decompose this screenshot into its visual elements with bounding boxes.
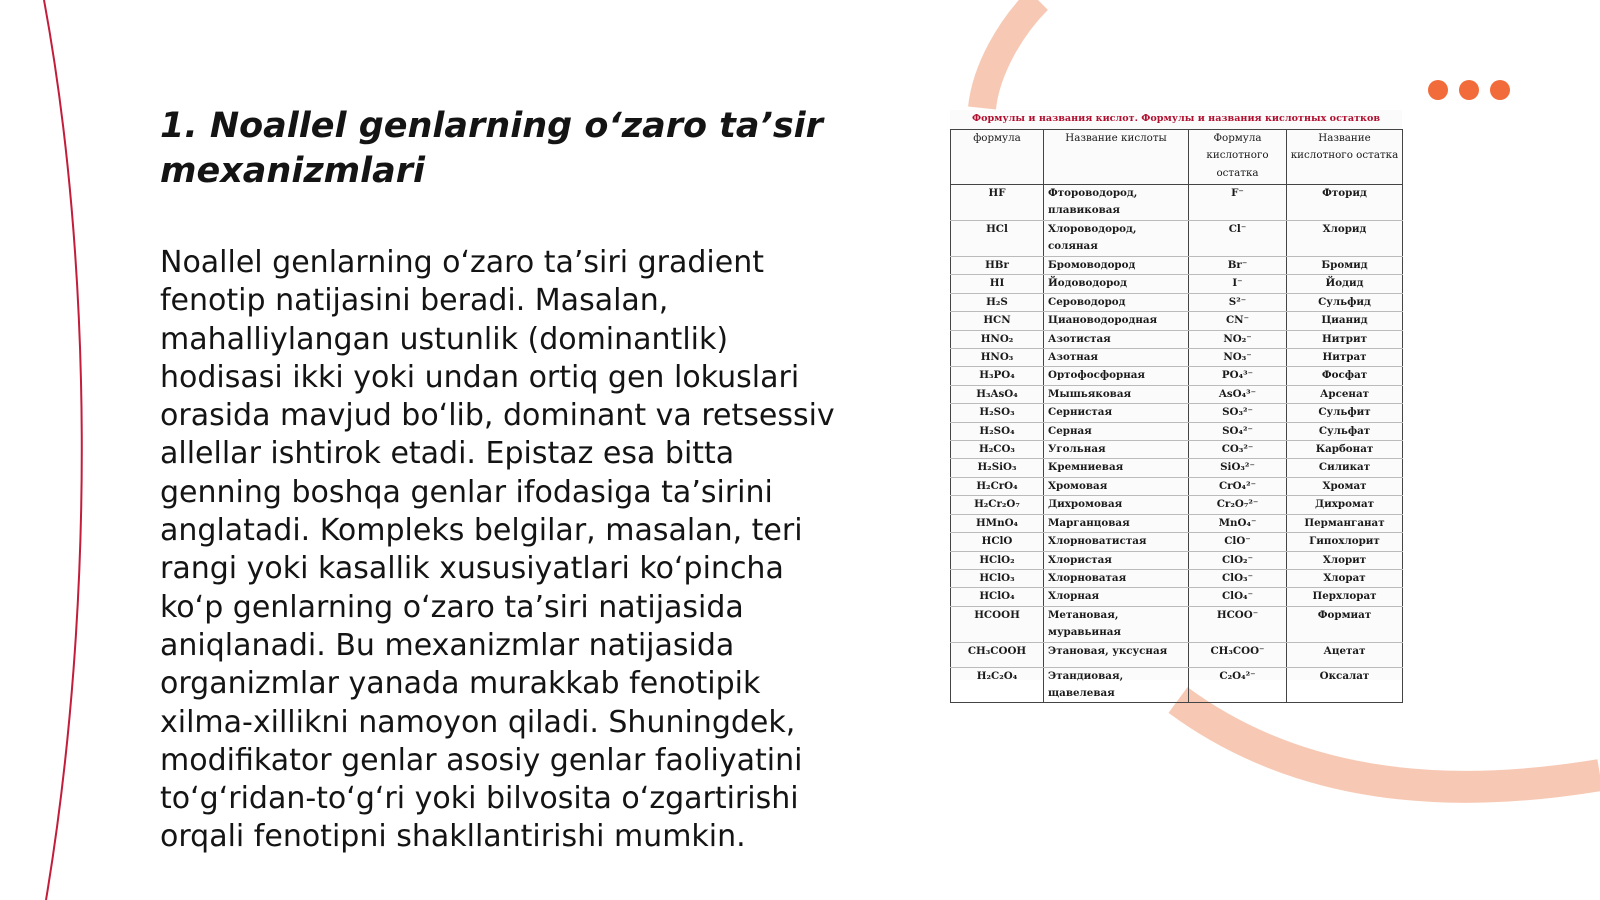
cell-formula: HI xyxy=(951,275,1044,293)
cell-acid-name: Этановая, уксусная xyxy=(1044,642,1189,667)
cell-residue-formula: F⁻ xyxy=(1189,185,1287,221)
table-row xyxy=(951,404,1403,422)
cell-residue-formula: ClO⁻ xyxy=(1189,533,1287,551)
cell-formula: HF xyxy=(951,185,1044,221)
orange-dot xyxy=(1490,80,1510,100)
cell-formula: HCN xyxy=(951,312,1044,330)
table-row xyxy=(951,514,1403,532)
cell-acid-name: Хромовая xyxy=(1044,477,1189,495)
cell-formula: HCl xyxy=(951,221,1044,257)
orange-dot xyxy=(1428,80,1448,100)
cell-residue-name: Гипохлорит xyxy=(1287,533,1403,551)
table-caption: Формулы и названия кислот. Формулы и названия кислотных остатков xyxy=(971,113,1381,124)
cell-formula: H₂SO₃ xyxy=(951,404,1044,422)
table-row xyxy=(951,257,1403,275)
cell-residue-name: Хлорит xyxy=(1287,551,1403,569)
cell-formula: HCOOH xyxy=(951,606,1044,642)
cell-residue-formula: S²⁻ xyxy=(1189,293,1287,311)
cell-acid-name: Серная xyxy=(1044,422,1189,440)
cell-residue-name: Дихромат xyxy=(1287,496,1403,514)
cell-acid-name: Марганцовая xyxy=(1044,514,1189,532)
cell-residue-name: Хромат xyxy=(1287,477,1403,495)
cell-residue-formula: CO₃²⁻ xyxy=(1189,441,1287,459)
cell-residue-name: Оксалат xyxy=(1287,667,1403,703)
cell-residue-name: Хлорид xyxy=(1287,221,1403,257)
table-row xyxy=(951,385,1403,403)
cell-residue-name: Нитрит xyxy=(1287,330,1403,348)
cell-residue-name: Перхлорат xyxy=(1287,588,1403,606)
cell-acid-name: Метановая, муравьиная xyxy=(1044,606,1189,642)
table-body xyxy=(951,185,1403,703)
cell-residue-formula: MnO₄⁻ xyxy=(1189,514,1287,532)
cell-acid-name: Сернистая xyxy=(1044,404,1189,422)
cell-acid-name: Ортофосфорная xyxy=(1044,367,1189,385)
cell-residue-name: Сульфат xyxy=(1287,422,1403,440)
table-row xyxy=(951,293,1403,311)
cell-formula: H₂CrO₄ xyxy=(951,477,1044,495)
cell-formula: H₃AsO₄ xyxy=(951,385,1044,403)
cell-formula: H₂C₂O₄ xyxy=(951,667,1044,703)
cell-acid-name: Циановодородная xyxy=(1044,312,1189,330)
cell-formula: H₂SiO₃ xyxy=(951,459,1044,477)
cell-residue-name: Сульфид xyxy=(1287,293,1403,311)
cell-residue-formula: ClO₂⁻ xyxy=(1189,551,1287,569)
cell-formula: H₃PO₄ xyxy=(951,367,1044,385)
cell-acid-name: Хлорноватистая xyxy=(1044,533,1189,551)
cell-acid-name: Йодоводород xyxy=(1044,275,1189,293)
cell-residue-formula: SO₄²⁻ xyxy=(1189,422,1287,440)
bottom-arc xyxy=(1178,700,1600,787)
table-row xyxy=(951,185,1403,221)
cell-residue-name: Силикат xyxy=(1287,459,1403,477)
dots-ornament xyxy=(1428,80,1510,100)
cell-residue-formula: ClO₃⁻ xyxy=(1189,569,1287,587)
cell-acid-name: Бромоводород xyxy=(1044,257,1189,275)
top-arc xyxy=(982,0,1038,108)
cell-acid-name: Хлороводород, соляная xyxy=(1044,221,1189,257)
cell-residue-formula: PO₄³⁻ xyxy=(1189,367,1287,385)
cell-acid-name: Хлористая xyxy=(1044,551,1189,569)
acid-table xyxy=(950,129,1403,703)
table-row xyxy=(951,496,1403,514)
table-row xyxy=(951,588,1403,606)
header-acid-name: Название кислоты xyxy=(1044,130,1189,185)
table-row xyxy=(951,569,1403,587)
cell-acid-name: Хлорная xyxy=(1044,588,1189,606)
table-header-row xyxy=(951,130,1403,185)
header-formula: формула xyxy=(951,130,1044,185)
cell-residue-formula: CrO₄²⁻ xyxy=(1189,477,1287,495)
orange-dot xyxy=(1459,80,1479,100)
cell-acid-name: Этандиовая, щавелевая xyxy=(1044,667,1189,703)
table-row xyxy=(951,459,1403,477)
slide-title: 1. Noallel genlarning o‘zaro ta’sir mexanizmlari xyxy=(160,106,823,191)
cell-formula: HMnO₄ xyxy=(951,514,1044,532)
cell-residue-name: Йодид xyxy=(1287,275,1403,293)
cell-residue-formula: Cr₂O₇²⁻ xyxy=(1189,496,1287,514)
cell-residue-formula: SO₃²⁻ xyxy=(1189,404,1287,422)
cell-residue-formula: SiO₃²⁻ xyxy=(1189,459,1287,477)
cell-formula: H₂CO₃ xyxy=(951,441,1044,459)
cell-residue-name: Карбонат xyxy=(1287,441,1403,459)
cell-residue-name: Сульфит xyxy=(1287,404,1403,422)
cell-residue-formula: HCOO⁻ xyxy=(1189,606,1287,642)
table-row xyxy=(951,422,1403,440)
cell-formula: H₂Cr₂O₇ xyxy=(951,496,1044,514)
cell-residue-name: Хлорат xyxy=(1287,569,1403,587)
table-row xyxy=(951,642,1403,667)
table-row xyxy=(951,330,1403,348)
cell-formula: HNO₃ xyxy=(951,349,1044,367)
cell-residue-name: Фторид xyxy=(1287,185,1403,221)
cell-residue-name: Ацетат xyxy=(1287,642,1403,667)
cell-residue-formula: C₂O₄²⁻ xyxy=(1189,667,1287,703)
cell-residue-name: Формиат xyxy=(1287,606,1403,642)
header-residue-formula: Формула кислотного остатка xyxy=(1189,130,1287,185)
cell-acid-name: Хлорноватая xyxy=(1044,569,1189,587)
table-row xyxy=(951,551,1403,569)
table-row xyxy=(951,349,1403,367)
cell-formula: H₂SO₄ xyxy=(951,422,1044,440)
table-row xyxy=(951,667,1403,703)
table-row xyxy=(951,606,1403,642)
cell-residue-formula: CN⁻ xyxy=(1189,312,1287,330)
cell-formula: HBr xyxy=(951,257,1044,275)
cell-residue-formula: I⁻ xyxy=(1189,275,1287,293)
cell-formula: H₂S xyxy=(951,293,1044,311)
cell-residue-name: Фосфат xyxy=(1287,367,1403,385)
table-row xyxy=(951,312,1403,330)
cell-acid-name: Азотная xyxy=(1044,349,1189,367)
cell-residue-formula: ClO₄⁻ xyxy=(1189,588,1287,606)
cell-acid-name: Дихромовая xyxy=(1044,496,1189,514)
cell-residue-formula: Br⁻ xyxy=(1189,257,1287,275)
cell-acid-name: Сероводород xyxy=(1044,293,1189,311)
table-row xyxy=(951,367,1403,385)
cell-residue-name: Перманганат xyxy=(1287,514,1403,532)
cell-formula: HClO₄ xyxy=(951,588,1044,606)
cell-residue-formula: CH₃COO⁻ xyxy=(1189,642,1287,667)
cell-formula: HClO₂ xyxy=(951,551,1044,569)
table-row xyxy=(951,477,1403,495)
table-row xyxy=(951,441,1403,459)
cell-residue-name: Бромид xyxy=(1287,257,1403,275)
cell-residue-formula: AsO₄³⁻ xyxy=(1189,385,1287,403)
cell-residue-formula: NO₂⁻ xyxy=(1189,330,1287,348)
cell-acid-name: Кремниевая xyxy=(1044,459,1189,477)
cell-residue-name: Арсенат xyxy=(1287,385,1403,403)
cell-acid-name: Угольная xyxy=(1044,441,1189,459)
cell-residue-formula: NO₃⁻ xyxy=(1189,349,1287,367)
cell-formula: HClO xyxy=(951,533,1044,551)
slide-body-text: Noallel genlarning o‘zaro ta’siri gradient fenotip natijasini beradi. Masalan, mahalliylangan ustunlik (dominantlik) hodisasi ikki yoki undan ortiq gen lokuslari orasida mavjud bo‘lib, dominant va retsessiv allellar ishtirok etadi. Epistaz esa bitta genning boshqa genlar ifodasiga ta’sirini anglatadi. Kompleks belgilar, masalan, teri rangi yoki kasallik xususiyatlari ko‘pincha ko‘p genlarning o‘zaro ta’siri natijasida aniqlanadi. Bu mexanizmlar natijasida organizmlar yanada murakkab fenotipik xilma-xillikni namoyon qiladi. Shuningdek, modifikator genlar asosiy genlar faoliyatini to‘g‘ridan-to‘g‘ri yoki bilvosita o‘zgartirishi orqali fenotipni shakllantirishi mumkin. xyxy=(160,245,835,855)
left-curve-line xyxy=(44,0,82,900)
cell-acid-name: Фтороводород, плавиковая xyxy=(1044,185,1189,221)
cell-acid-name: Азотистая xyxy=(1044,330,1189,348)
cell-formula: HClO₃ xyxy=(951,569,1044,587)
cell-acid-name: Мышьяковая xyxy=(1044,385,1189,403)
table-row xyxy=(951,221,1403,257)
cell-formula: CH₃COOH xyxy=(951,642,1044,667)
cell-residue-name: Нитрат xyxy=(1287,349,1403,367)
acid-table-image xyxy=(950,110,1402,699)
cell-residue-formula: Cl⁻ xyxy=(1189,221,1287,257)
table-row xyxy=(951,275,1403,293)
table-row xyxy=(951,533,1403,551)
cell-formula: HNO₂ xyxy=(951,330,1044,348)
cell-residue-name: Цианид xyxy=(1287,312,1403,330)
header-residue-name: Название кислотного остатка xyxy=(1287,130,1403,185)
